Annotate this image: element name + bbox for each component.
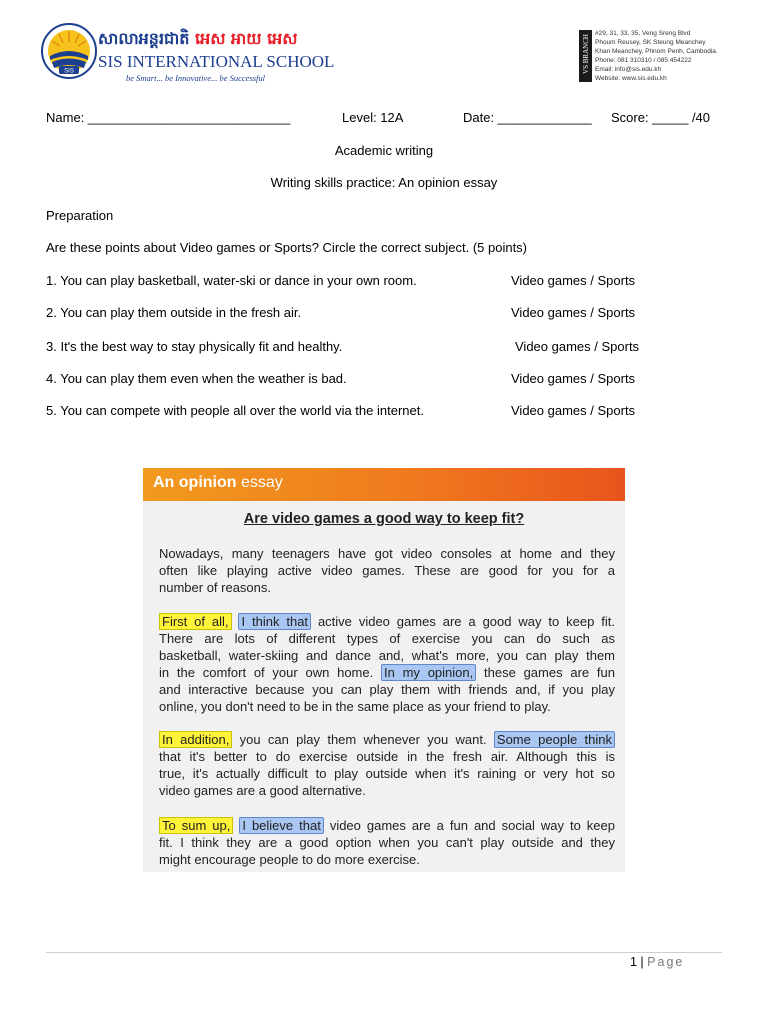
page-word: Page (647, 955, 685, 969)
essay-paragraph-3 (159, 731, 615, 799)
practice-title: Writing skills practice: An opinion essay (270, 175, 498, 190)
essay-text: you can play them whenever you want. (232, 732, 494, 747)
essay-line: often like playing active video games. These are good for you for a (159, 563, 615, 578)
highlight-first-of-all: First of all, (159, 613, 232, 630)
address-phone: Phone: 081 310310 / 085 454222 (595, 57, 692, 64)
essay-title: Are video games a good way to keep fit? (243, 511, 525, 527)
branch-label (579, 30, 592, 82)
question-3: 3. It's the best way to stay physically fit and healthy. (46, 339, 343, 354)
question-2: 2. You can play them outside in the fresh air. (46, 305, 302, 320)
school-logo (40, 22, 335, 86)
seal-text: SIS (64, 68, 74, 75)
essay-text: in the comfort of your own home. (159, 665, 381, 680)
essay-line: Nowadays, many teenagers have got video consoles at home and they (159, 546, 615, 561)
essay-text: video games are a fun and social way to keep (323, 818, 615, 833)
essay-line: number of reasons. (159, 580, 272, 595)
essay-band-bold: An opinion (153, 474, 237, 491)
essay-line: video games are a good alternative. (159, 783, 366, 798)
page-number-value: 1 (630, 955, 637, 969)
address-line: Khan Meanchey, Phnom Penh, Cambodia. (595, 48, 718, 55)
address-line: #29, 31, 33, 35, Veng Sreng Blvd (595, 30, 691, 37)
school-seal-icon (40, 22, 98, 80)
khmer-name-part1: សាលាអន្តរជាតិ (98, 29, 190, 48)
essay-band-rest: essay (236, 474, 283, 491)
answer-choice-4[interactable]: Video games / Sports (511, 371, 636, 386)
answer-choice-2[interactable]: Video games / Sports (511, 305, 636, 320)
name-field[interactable]: Name: ____________________________ (46, 110, 291, 125)
essay-line: online, you don't need to be in the same place as your friend to play. (159, 699, 551, 714)
answer-choice-5[interactable]: Video games / Sports (511, 403, 636, 418)
essay-text: these games are fun (476, 665, 615, 680)
school-address (595, 29, 718, 83)
school-name: SIS INTERNATIONAL SCHOOL (98, 52, 335, 71)
essay-line: fit. I think they are a good option when you can't play outside and they (159, 835, 615, 850)
opinion-essay-figure (143, 468, 625, 872)
preparation-instruction: Are these points about Video games or Sports? Circle the correct subject. (5 points) (46, 240, 528, 255)
score-field[interactable]: Score: _____ /40 (611, 110, 711, 125)
essay-line: true, it's actually difficult to play outside when it's raining or very hot so (159, 766, 615, 781)
highlight-in-addition: In addition, (159, 731, 232, 748)
highlight-some-people-think: Some people think (494, 731, 615, 748)
address-line: Phoum Reusey, SK Steung Meanchey (595, 39, 706, 46)
address-website: Website: www.sis.edu.kh (595, 75, 667, 82)
highlight-i-believe-that: I believe that (239, 817, 323, 834)
essay-paragraph-4 (159, 817, 615, 868)
essay-line: and interactive because you can play them with friends and, if you play (159, 682, 615, 697)
question-1: 1. You can play basketball, water-ski or dance in your own room. (46, 273, 417, 288)
address-email: Email: info@sis.edu.kh (595, 66, 662, 73)
essay-line: basketball, water-skiing and dance and, what's more, you can play them (159, 648, 615, 663)
essay-text: active video games are a good way to keep fit. (311, 614, 615, 629)
essay-paragraph-2 (159, 613, 615, 715)
essay-line: There are lots of different types of exercise you can do such as (159, 631, 615, 646)
footer-divider (46, 952, 722, 953)
answer-choice-3[interactable]: Video games / Sports (515, 339, 640, 354)
preparation-heading: Preparation (46, 208, 114, 223)
question-4: 4. You can play them even when the weather is bad. (46, 371, 347, 386)
essay-line: might encourage people to do more exercise. (159, 852, 420, 867)
highlight-i-think-that: I think that (238, 613, 311, 630)
question-5: 5. You can compete with people all over the world via the internet. (46, 403, 424, 418)
essay-paragraph-1 (159, 545, 615, 596)
subject-title: Academic writing (334, 143, 434, 158)
page-number (630, 955, 684, 969)
essay-band-title (153, 474, 283, 492)
answer-choice-1[interactable]: Video games / Sports (511, 273, 636, 288)
essay-line: that it's better to do exercise outside in the fresh air. Although this is (159, 749, 615, 764)
branch-text: VS BRANCH (582, 34, 590, 74)
khmer-name-part2: អេស អាយ អេស (194, 29, 298, 48)
school-name-khmer (98, 28, 298, 52)
highlight-to-sum-up: To sum up, (159, 817, 233, 834)
date-field[interactable]: Date: _____________ (463, 110, 592, 125)
level-field: Level: 12A (342, 110, 404, 125)
highlight-in-my-opinion: In my opinion, (381, 664, 476, 681)
page-separator: | (636, 955, 648, 969)
school-slogan: be Smart... be Innovative... be Successful (126, 73, 266, 83)
